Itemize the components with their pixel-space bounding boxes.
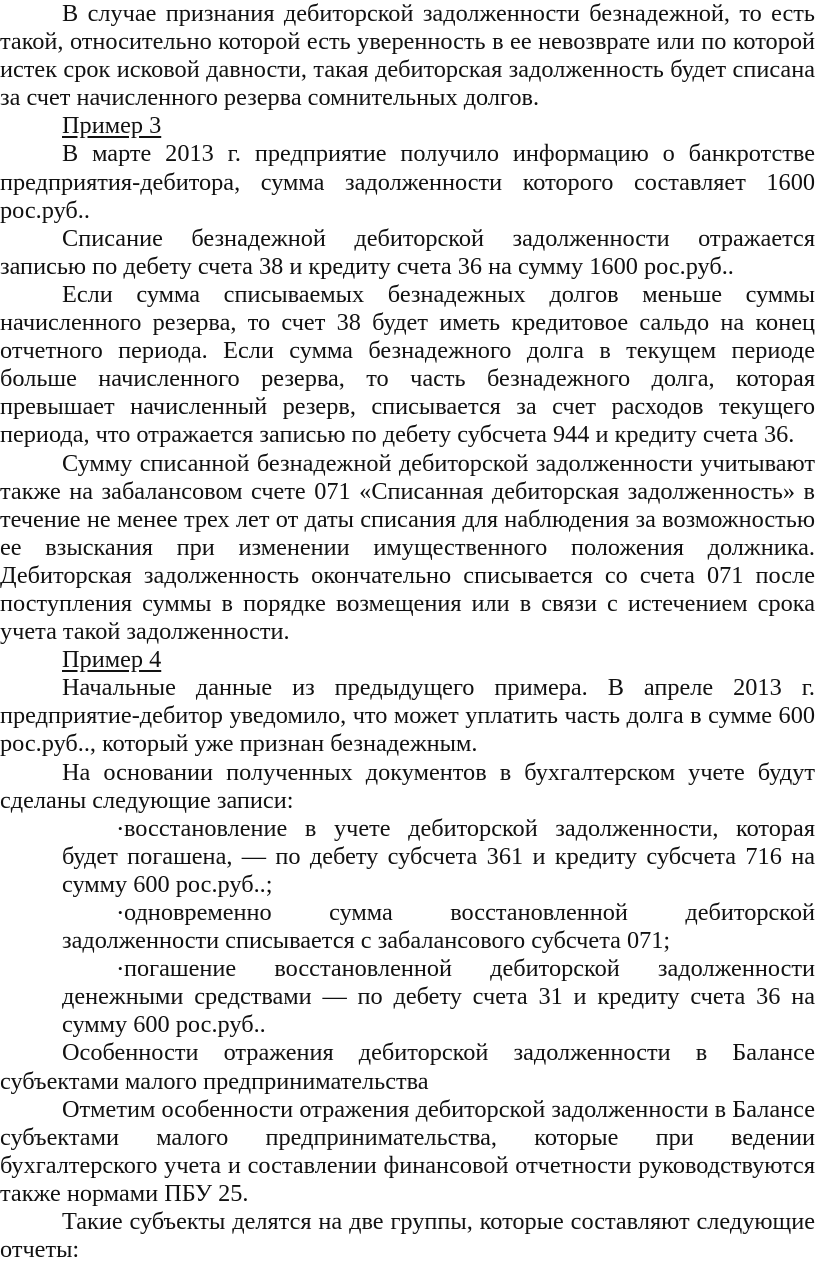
list-item: [62, 815, 815, 899]
paragraph-groups: Такие субъекты делятся на две группы, которые составляют следующие отчеты:: [0, 1208, 815, 1264]
paragraph-example3-entry: Списание безнадежной дебиторской задолженности отражается записью по дебету счета 38 и кредиту счета 36 на сумму 1600 рос.руб..: [0, 224, 815, 280]
list-item-text: погашение восстановленной дебиторской задолженности денежными средствами — по дебету счета 31 и кредиту счета 36 на сумму 600 рос.руб..: [62, 955, 815, 1039]
bullet-icon: •: [118, 820, 123, 836]
example-4-heading: [0, 646, 815, 674]
paragraph-example3-reserve: Если сумма списываемых безнадежных долгов меньше суммы начисленного резерва, то счет 38 будет иметь кредитовое сальдо на конец отчетного периода. Если сумма безнадежного долга в текущем периоде больше начисленного резерва, то часть безнадежного долга, которая превышает начисленный резерв, списывается за счет расходов текущего периода, что отражается записью по дебету субсчета 944 и кредиту счета 36.: [0, 280, 815, 449]
bullet-icon: •: [118, 905, 123, 920]
list-item-text: одновременно сумма восстановленной дебиторской задолженности списывается с забалансового субсчета 071;: [62, 899, 815, 955]
section-heading-small-business: Особенности отражения дебиторской задолженности в Балансе субъектами малого предпринимательства: [0, 1039, 815, 1095]
example-4-heading-text: Пример 4: [62, 646, 162, 674]
bullet-icon: •: [118, 961, 123, 977]
paragraph-example3-bankruptcy: В марте 2013 г. предприятие получило информацию о банкротстве предприятия-дебитора, сумма задолженности которого составляет 1600 рос.руб..: [0, 140, 815, 224]
paragraph-example4-initial: Начальные данные из предыдущего примера. В апреле 2013 г. предприятие-дебитор уведомило, что может уплатить часть долга в сумме 600 рос.руб.., который уже признан безнадежным.: [0, 674, 815, 758]
list-item: [62, 899, 815, 955]
list-item: [62, 955, 815, 1039]
paragraph-small-business: Отметим особенности отражения дебиторской задолженности в Балансе субъектами малого предпринимательства, которые при ведении бухгалтерского учета и составлении финансовой отчетности руководствуются также нормами ПБУ 25.: [0, 1095, 815, 1207]
example-3-heading-text: Пример 3: [62, 112, 162, 140]
paragraph-writeoff-intro: В случае признания дебиторской задолженности безнадежной, то есть такой, относительно которой есть уверенность в ее невозврате или по которой истек срок исковой давности, такая дебиторская задолженность будет списана за счет начисленного резерва сомнительных долгов.: [0, 0, 815, 112]
paragraph-example4-entries-intro: На основании полученных документов в бухгалтерском учете будут сделаны следующие записи:: [0, 758, 815, 814]
example-3-heading: [0, 112, 815, 140]
entries-list: [0, 815, 815, 1040]
paragraph-example3-offbalance: Сумму списанной безнадежной дебиторской задолженности учитывают также на забалансовом счете 071 «Списанная дебиторская задолженность» в течение не менее трех лет от даты списания для наблюдения за возможностью ее взыскания при изменении имущественного положения должника. Дебиторская задолженность окончательно списывается со счета 071 после поступления суммы в порядке возмещения или в связи с истечением срока учета такой задолженности.: [0, 449, 815, 646]
list-item-text: восстановление в учете дебиторской задолженности, которая будет погашена, — по дебету субсчета 361 и кредиту субсчета 716 на сумму 600 рос.руб..;: [62, 814, 815, 898]
